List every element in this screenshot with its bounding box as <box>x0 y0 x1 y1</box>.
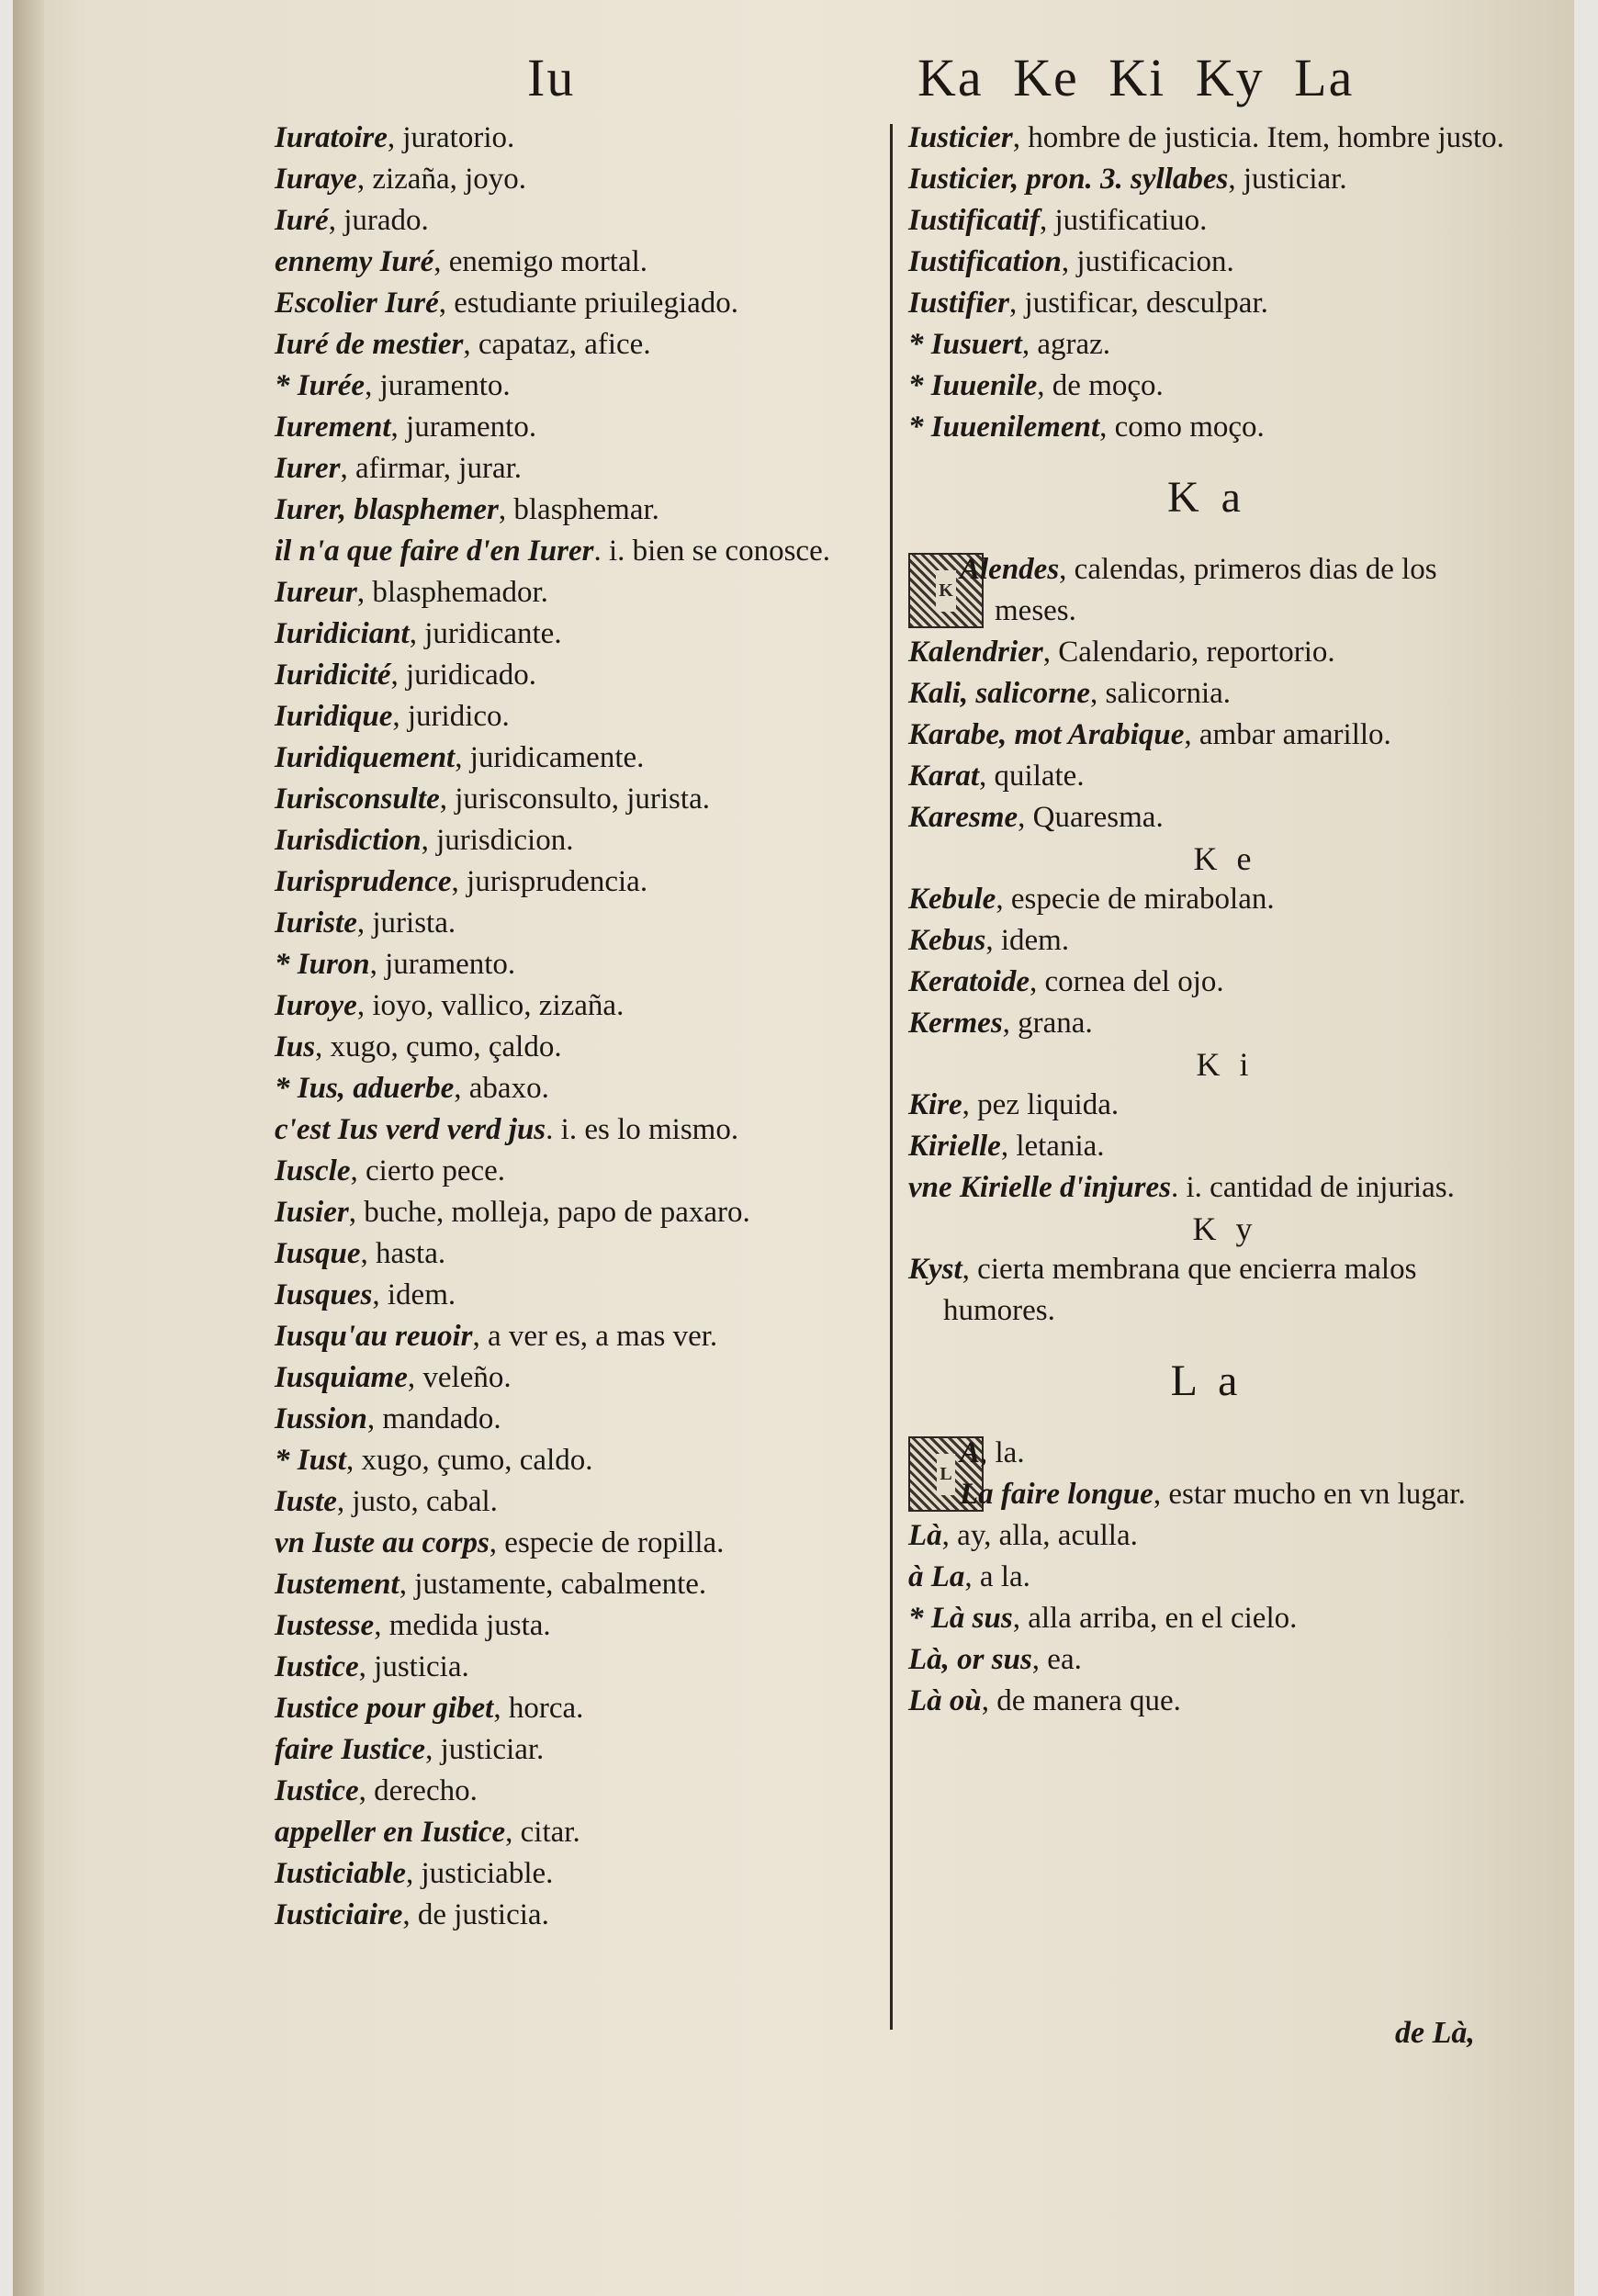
entry-headword: Iurisprudence <box>275 865 452 898</box>
entry-gloss: . i. cantidad de injurias. <box>1171 1171 1455 1204</box>
entry-gloss: , hombre de justicia. Item, hombre justo. <box>1012 121 1504 154</box>
ornamental-initial-l: L <box>908 1436 984 1512</box>
entry-headword: Iuste <box>275 1485 337 1518</box>
dictionary-entry <box>908 159 1505 200</box>
dictionary-entry <box>908 756 1505 797</box>
entry-gloss: , justicia. <box>358 1650 469 1683</box>
running-header-right: Ka Ke Ki Ky La <box>917 47 1355 107</box>
entry-headword: Kali, salicorne <box>908 677 1091 710</box>
entry-gloss: , justiciable. <box>406 1857 554 1890</box>
entry-headword: Iurer, blasphemer <box>275 493 499 526</box>
entry-headword: à La <box>908 1560 965 1593</box>
entry-headword: Iuroye <box>275 989 357 1022</box>
entry-headword: Iuscle <box>275 1154 351 1187</box>
entry-gloss: , idem. <box>372 1278 456 1311</box>
entry-headword: * Ius, aduerbe <box>275 1072 455 1105</box>
entry-gloss: , cornea del ojo. <box>1029 965 1224 998</box>
dictionary-entry <box>908 1167 1505 1209</box>
entry-headword: il n'a que faire d'en Iurer <box>275 535 594 568</box>
dictionary-entry <box>275 407 872 448</box>
dictionary-entry <box>275 944 872 985</box>
entry-headword: Kire <box>908 1088 962 1121</box>
dictionary-entry <box>275 1151 872 1192</box>
entry-headword: Iusqu'au reuoir <box>275 1320 473 1353</box>
entry-gloss: , jurisdicion. <box>421 824 574 857</box>
entry-headword: Iustesse <box>275 1609 375 1642</box>
dictionary-entry <box>908 549 1505 632</box>
entry-gloss: , enemigo mortal. <box>433 245 648 278</box>
entry-gloss: , a ver es, a mas ver. <box>472 1320 718 1353</box>
dictionary-entry <box>275 903 872 944</box>
entry-headword: Iuraye <box>275 163 357 196</box>
entry-gloss: , quilate. <box>979 760 1085 793</box>
dictionary-entry <box>908 366 1505 407</box>
dictionary-entry <box>908 797 1505 838</box>
entry-headword: * Iurée <box>275 369 366 402</box>
dictionary-entry <box>275 200 872 242</box>
entry-headword: Karesme <box>908 801 1018 834</box>
entry-gloss: , juridicamente. <box>455 741 645 774</box>
entry-gloss: , agraz. <box>1021 328 1110 361</box>
dictionary-entry <box>908 324 1505 366</box>
entry-gloss: , letania. <box>1000 1130 1105 1163</box>
right-column <box>908 118 1505 1722</box>
dictionary-entry <box>908 715 1505 756</box>
entry-headword: A <box>960 1436 981 1469</box>
dictionary-entry <box>908 200 1505 242</box>
entry-gloss: , juridicante. <box>409 617 562 650</box>
dictionary-entry <box>275 1440 872 1481</box>
entry-gloss: , alla arriba, en el cielo. <box>1012 1602 1298 1635</box>
entry-headword: Kirielle <box>908 1130 1001 1163</box>
entry-headword: Iusquiame <box>275 1361 408 1394</box>
entry-gloss: . i. bien se conosce. <box>593 535 830 568</box>
entry-gloss: , justificar, desculpar. <box>1009 287 1268 320</box>
entry-gloss: , juramento. <box>365 369 511 402</box>
dictionary-entry <box>908 632 1505 673</box>
section-title-ky: K y <box>1192 1210 1258 1247</box>
entry-gloss: , como moço. <box>1099 411 1265 444</box>
entry-gloss: , justamente, cabalmente. <box>399 1568 707 1601</box>
entry-gloss: , ea. <box>1031 1643 1082 1676</box>
entry-headword: Iussion <box>275 1402 367 1435</box>
entry-gloss: , jurisconsulto, jurista. <box>439 782 710 816</box>
entry-headword: Iuridiquement <box>275 741 456 774</box>
entry-headword: Iustice <box>275 1774 359 1807</box>
entry-gloss: , juratorio. <box>387 121 515 154</box>
dictionary-entry <box>908 1249 1505 1332</box>
dictionary-entry <box>275 737 872 779</box>
entry-gloss: , buche, molleja, papo de paxaro. <box>348 1196 750 1229</box>
dictionary-entry <box>908 1639 1505 1681</box>
entry-gloss: , Quaresma. <box>1018 801 1164 834</box>
entry-headword: Iustement <box>275 1568 400 1601</box>
entry-headword: * Iusuert <box>908 328 1022 361</box>
ornamental-initial-k: K <box>908 553 984 628</box>
entry-gloss: , a la. <box>964 1560 1030 1593</box>
entry-headword: Iurisconsulte <box>275 782 440 816</box>
dictionary-entry <box>275 572 872 613</box>
section-ke <box>908 879 1505 1044</box>
entry-headword: Iustificatif <box>908 204 1041 237</box>
entry-gloss: , medida justa. <box>374 1609 551 1642</box>
entry-headword: Iurement <box>275 411 391 444</box>
entry-gloss: , calendas, primeros dias de los meses. <box>995 553 1437 627</box>
entry-headword: Iureur <box>275 576 357 609</box>
right-column-entries <box>908 118 1505 448</box>
entry-gloss: , la. <box>980 1436 1025 1469</box>
dictionary-entry <box>908 1433 1505 1474</box>
catchword: de Là, <box>1395 2016 1475 2050</box>
entry-headword: Iuriste <box>275 906 357 940</box>
dictionary-entry <box>908 1681 1505 1722</box>
dictionary-entry <box>275 613 872 655</box>
dictionary-entry <box>908 673 1505 715</box>
left-column <box>275 118 872 1936</box>
entry-headword: Kebus <box>908 924 986 957</box>
entry-headword: Iuratoire <box>275 121 388 154</box>
entry-headword: La faire longue <box>960 1478 1153 1511</box>
entry-gloss: , justificacion. <box>1061 245 1234 278</box>
section-ky <box>908 1249 1505 1332</box>
dictionary-entry <box>908 1003 1505 1044</box>
entry-headword: Iuridicité <box>275 658 391 692</box>
entry-gloss: , justificatiuo. <box>1040 204 1208 237</box>
entry-headword: Iuridiciant <box>275 617 410 650</box>
dictionary-entry <box>908 118 1505 159</box>
entry-gloss: , xugo, çumo, çaldo. <box>315 1030 562 1064</box>
entry-headword: Là, or sus <box>908 1643 1032 1676</box>
entry-gloss: , cierta membrana que encierra malos humores. <box>943 1253 1417 1327</box>
entry-headword: appeller en Iustice <box>275 1816 506 1849</box>
entry-headword: Iusticier, pron. 3. syllabes <box>908 163 1229 196</box>
section-ka <box>908 549 1505 838</box>
dictionary-entry <box>275 1564 872 1605</box>
dictionary-entry <box>275 1357 872 1399</box>
dictionary-entry <box>275 1895 872 1936</box>
dictionary-entry <box>908 879 1505 920</box>
entry-headword: Là où <box>908 1684 982 1717</box>
entry-gloss: , cierto pece. <box>350 1154 506 1187</box>
entry-headword: Kalendrier <box>908 636 1043 669</box>
dictionary-entry <box>275 820 872 861</box>
entry-gloss: , de justicia. <box>402 1898 549 1931</box>
entry-headword: Iusques <box>275 1278 373 1311</box>
entry-gloss: , ioyo, vallico, zizaña. <box>356 989 625 1022</box>
dictionary-entry <box>908 1598 1505 1639</box>
entry-headword: c'est Ius verd verd jus <box>275 1113 546 1146</box>
dictionary-entry <box>908 1126 1505 1167</box>
dictionary-entry <box>275 1109 872 1151</box>
dictionary-entry <box>275 448 872 490</box>
entry-headword: Iurisdiction <box>275 824 422 857</box>
dictionary-entry <box>908 1515 1505 1557</box>
dictionary-entry <box>908 283 1505 324</box>
dictionary-entry <box>275 1771 872 1812</box>
entry-gloss: , afirmar, jurar. <box>340 452 523 485</box>
dictionary-entry <box>275 366 872 407</box>
entry-headword: Iustice <box>275 1650 359 1683</box>
dictionary-entry <box>908 1474 1505 1515</box>
dictionary-entry <box>275 1812 872 1853</box>
entry-headword: * Iust <box>275 1444 346 1477</box>
entry-gloss: , ay, alla, aculla. <box>941 1519 1138 1552</box>
entry-gloss: , juramento. <box>390 411 537 444</box>
entry-gloss: , citar. <box>505 1816 580 1849</box>
dictionary-entry <box>908 920 1505 962</box>
dictionary-entry <box>275 118 872 159</box>
entry-headword: * Iuron <box>275 948 370 981</box>
dictionary-entry <box>275 1275 872 1316</box>
dictionary-entry <box>275 324 872 366</box>
section-title-ki: K i <box>1196 1046 1255 1083</box>
dictionary-entry <box>908 242 1505 283</box>
dictionary-entry <box>275 1399 872 1440</box>
entry-gloss: , jurista. <box>356 906 456 940</box>
entry-gloss: , capataz, afice. <box>463 328 651 361</box>
entry-headword: Iuridique <box>275 700 393 733</box>
dictionary-entry <box>908 407 1505 448</box>
entry-headword: Iustification <box>908 245 1062 278</box>
entry-gloss: , estudiante priuilegiado. <box>438 287 739 320</box>
running-header-left: Iu <box>527 47 576 107</box>
entry-headword: Iuré <box>275 204 329 237</box>
entry-gloss: , estar mucho en vn lugar. <box>1153 1478 1466 1511</box>
section-ki <box>908 1085 1505 1209</box>
entry-headword: Karabe, mot Arabique <box>908 718 1185 751</box>
entry-headword: * Là sus <box>908 1602 1013 1635</box>
dictionary-entry <box>275 655 872 696</box>
entry-headword: Escolier Iuré <box>275 287 439 320</box>
entry-gloss: , justo, cabal. <box>336 1485 498 1518</box>
dictionary-entry <box>908 1085 1505 1126</box>
entry-gloss: , xugo, çumo, caldo. <box>345 1444 593 1477</box>
entry-gloss: , salicornia. <box>1090 677 1232 710</box>
entry-gloss: , veleño. <box>407 1361 512 1394</box>
entry-gloss: , jurisprudencia. <box>451 865 648 898</box>
entry-headword: Iusque <box>275 1237 361 1270</box>
dictionary-entry <box>275 1729 872 1771</box>
entry-gloss: , ambar amarillo. <box>1184 718 1391 751</box>
entry-headword: Karat <box>908 760 980 793</box>
entry-headword: faire Iustice <box>275 1733 426 1766</box>
dictionary-entry <box>275 985 872 1027</box>
dictionary-entry <box>275 1688 872 1729</box>
entry-gloss: , juramento. <box>369 948 516 981</box>
dictionary-entry <box>275 1192 872 1233</box>
dictionary-entry <box>908 1557 1505 1598</box>
section-title-ka: K a <box>1167 473 1246 522</box>
dictionary-entry <box>275 1523 872 1564</box>
entry-headword: * Iuuenilement <box>908 411 1100 444</box>
entry-headword: Iusier <box>275 1196 349 1229</box>
dictionary-entry <box>275 696 872 737</box>
entry-gloss: , juridicado. <box>390 658 537 692</box>
entry-gloss: , jurado. <box>328 204 429 237</box>
entry-headword: Iurer <box>275 452 341 485</box>
entry-headword: Kebule <box>908 883 996 916</box>
entry-headword: Ius <box>275 1030 316 1064</box>
dictionary-entry <box>908 962 1505 1003</box>
entry-gloss: , justiciar. <box>425 1733 545 1766</box>
entry-headword: Iustice pour gibet <box>275 1692 494 1725</box>
dictionary-entry <box>275 1233 872 1275</box>
dictionary-entry <box>275 861 872 903</box>
dictionary-entry <box>275 531 872 572</box>
entry-headword: Iusticier <box>908 121 1013 154</box>
entry-headword: vn Iuste au corps <box>275 1526 490 1559</box>
entry-gloss: , mandado. <box>366 1402 501 1435</box>
dictionary-entry <box>275 1853 872 1895</box>
entry-gloss: , especie de ropilla. <box>489 1526 725 1559</box>
entry-gloss: , juridico. <box>392 700 510 733</box>
dictionary-entry <box>275 1605 872 1647</box>
entry-headword: Kermes <box>908 1007 1003 1040</box>
entry-headword: * Iuuenile <box>908 369 1038 402</box>
dictionary-entry <box>275 1068 872 1109</box>
dictionary-entry <box>275 159 872 200</box>
section-title-ke: K e <box>1193 840 1257 877</box>
entry-headword: Là <box>908 1519 942 1552</box>
entry-gloss: , blasphemador. <box>356 576 548 609</box>
entry-headword: ennemy Iuré <box>275 245 434 278</box>
entry-headword: Iuré de mestier <box>275 328 464 361</box>
entry-gloss: . i. es lo mismo. <box>546 1113 739 1146</box>
entry-gloss: , derecho. <box>358 1774 478 1807</box>
dictionary-entry <box>275 1316 872 1357</box>
entry-gloss: , de moço. <box>1037 369 1164 402</box>
page-gutter <box>13 0 44 2296</box>
entry-gloss: , pez liquida. <box>962 1088 1120 1121</box>
entry-gloss: , idem. <box>985 924 1070 957</box>
entry-headword: Iusticiable <box>275 1857 407 1890</box>
entry-headword: Iusticiaire <box>275 1898 403 1931</box>
entry-gloss: , especie de mirabolan. <box>996 883 1275 916</box>
entry-gloss: , zizaña, joyo. <box>356 163 527 196</box>
entry-headword: Iustifier <box>908 287 1010 320</box>
entry-gloss: , grana. <box>1002 1007 1093 1040</box>
entry-gloss: , Calendario, reportorio. <box>1042 636 1335 669</box>
entry-gloss: , hasta. <box>360 1237 446 1270</box>
entry-gloss: , blasphemar. <box>498 493 659 526</box>
dictionary-entry <box>275 283 872 324</box>
dictionary-entry <box>275 1481 872 1523</box>
dictionary-entry <box>275 242 872 283</box>
book-page <box>13 0 1574 2296</box>
entry-headword: vne Kirielle d'injures <box>908 1171 1172 1204</box>
entry-gloss: , abaxo. <box>454 1072 549 1105</box>
column-divider <box>890 124 893 2030</box>
entry-headword: Alendes <box>960 553 1060 586</box>
entry-gloss: , de manera que. <box>981 1684 1181 1717</box>
entry-gloss: , horca. <box>493 1692 584 1725</box>
entry-headword: Keratoide <box>908 965 1030 998</box>
dictionary-entry <box>275 1647 872 1688</box>
dictionary-entry <box>275 490 872 531</box>
dictionary-entry <box>275 779 872 820</box>
entry-headword: Kyst <box>908 1253 962 1286</box>
section-title-la: L a <box>1170 1356 1244 1405</box>
dictionary-entry <box>275 1027 872 1068</box>
entry-gloss: , justiciar. <box>1228 163 1347 196</box>
section-la <box>908 1433 1505 1722</box>
